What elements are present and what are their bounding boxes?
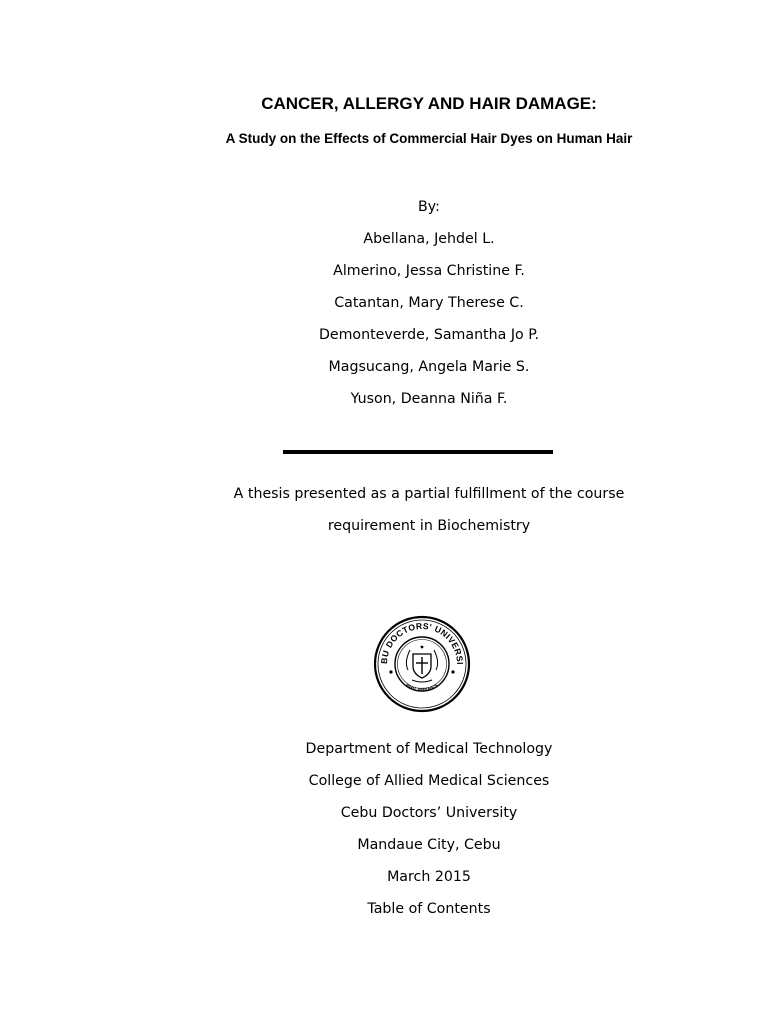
horizontal-rule <box>283 450 553 454</box>
author-name: Demonteverde, Samantha Jo P. <box>318 327 540 343</box>
document-title: CANCER, ALLERGY AND HAIR DAMAGE: <box>261 94 597 113</box>
svg-text:PHILIPPINES <box>404 683 440 694</box>
thesis-line: requirement in Biochemistry <box>327 518 531 534</box>
seal-ring-text: BU DOCTORS' UNIVERSI <box>378 620 466 666</box>
author-name: Yuson, Deanna Niña F. <box>350 391 508 407</box>
affiliation-block <box>0 733 768 925</box>
by-label: By: <box>418 199 440 215</box>
author-block <box>0 191 768 415</box>
document-subtitle: A Study on the Effects of Commercial Hair Dyes on Human Hair <box>225 131 633 146</box>
university: Cebu Doctors’ University <box>340 805 518 821</box>
author-name: Catantan, Mary Therese C. <box>334 295 524 311</box>
college: College of Allied Medical Sciences <box>308 773 550 789</box>
university-seal <box>372 614 472 714</box>
author-name: Magsucang, Angela Marie S. <box>328 359 530 375</box>
author-name: Abellana, Jehdel L. <box>363 231 495 247</box>
author-name: Almerino, Jessa Christine F. <box>333 263 525 279</box>
location: Mandaue City, Cebu <box>357 837 501 853</box>
date: March 2015 <box>387 869 471 885</box>
seal-bottom-text: PHILIPPINES <box>404 682 440 694</box>
thesis-line: A thesis presented as a partial fulfillment of the course <box>233 486 625 502</box>
department: Department of Medical Technology <box>305 741 553 757</box>
thesis-statement <box>0 478 768 542</box>
seal-icon <box>372 614 472 714</box>
toc-heading: Table of Contents <box>367 901 491 917</box>
